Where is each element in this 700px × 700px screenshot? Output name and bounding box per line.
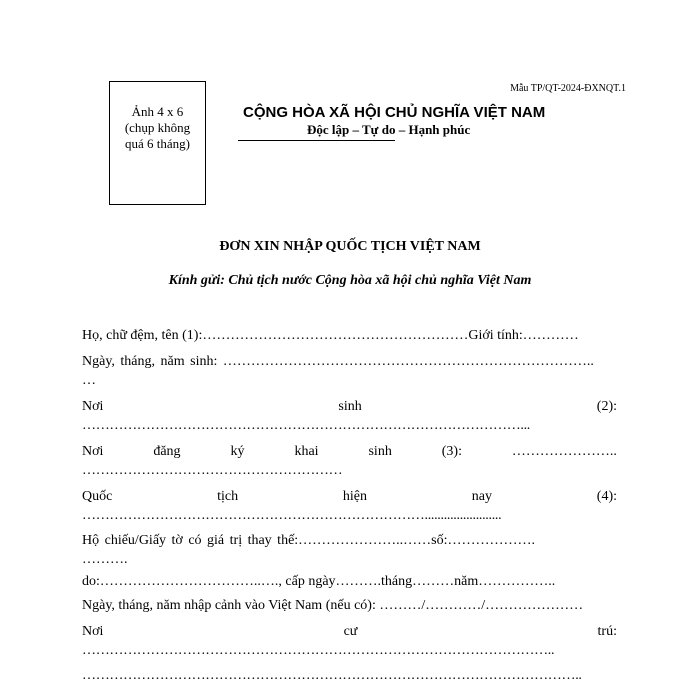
nationality-label [82, 489, 617, 505]
dob-field[interactable]: Ngày, tháng, năm sinh: …………………………………………………………………….. [82, 354, 594, 369]
pob-word-3: (2): [596, 399, 617, 414]
issued-by-field[interactable]: do:……………………………..…., cấp ngày……….tháng………năm…………….. [82, 574, 556, 589]
place-of-birth-input[interactable]: ……………………………………………………………………………………... [82, 418, 531, 433]
nat-word-3: hiện [342, 489, 367, 504]
motto-underline [238, 140, 395, 141]
reg-word-2: đăng [153, 444, 181, 459]
res-word-3: trú: [597, 624, 617, 639]
pob-word-2: sinh [338, 399, 362, 414]
birth-registration-label [82, 444, 617, 460]
nat-word-2: tịch [217, 489, 239, 504]
pob-word-1: Nơi [82, 399, 104, 414]
res-word-2: cư [343, 624, 358, 639]
nat-word-4: nay [471, 489, 492, 504]
photo-size-label: Ảnh 4 x 6 [131, 104, 184, 119]
nation-heading: CỘNG HÒA XÃ HỘI CHỦ NGHĨA VIỆT NAM [243, 104, 546, 121]
passport-field[interactable]: Hộ chiếu/Giấy tờ có giá trị thay thế:…………………..……số:………………. [82, 533, 536, 548]
reg-word-7[interactable]: ………………….. [511, 444, 617, 459]
document-title: ĐƠN XIN NHẬP QUỐC TỊCH VIỆT NAM [219, 239, 481, 254]
place-of-birth-label [82, 399, 617, 415]
reg-word-5: sinh [368, 444, 392, 459]
nationality-input[interactable]: …………………………………………………………………........................ [82, 508, 502, 523]
res-word-1: Nơi [82, 624, 104, 639]
residence-input-2[interactable]: ……………………………………………………………………………………………….. [82, 668, 582, 683]
dob-field-continuation[interactable]: … [82, 373, 96, 388]
passport-field-continuation[interactable]: ………. [82, 552, 128, 567]
reg-word-3: ký [230, 444, 245, 459]
residence-label [82, 624, 617, 640]
reg-word-6: (3): [441, 444, 462, 459]
form-code: Mẫu TP/QT-2024-ĐXNQT.1 [510, 83, 626, 94]
national-motto: Độc lập – Tự do – Hạnh phúc [307, 122, 471, 137]
name-gender-field[interactable]: Họ, chữ đệm, tên (1):…………………………………………………Giới tính:………… [82, 328, 579, 343]
photo-note-line-1: (chụp không [124, 120, 191, 135]
reg-word-4: khai [294, 444, 319, 459]
residence-input[interactable]: ………………………………………………………………………………………….. [82, 643, 555, 658]
photo-note-line-2: quá 6 tháng) [125, 136, 190, 151]
photo-placeholder-box [109, 81, 206, 205]
entry-date-field[interactable]: Ngày, tháng, năm nhập cảnh vào Việt Nam (nếu có): ………/…………/………………… [82, 598, 584, 613]
reg-word-1: Nơi [82, 444, 104, 459]
birth-registration-input[interactable]: ………………………………………………… [82, 463, 343, 478]
nat-word-5: (4): [596, 489, 617, 504]
nat-word-1: Quốc [82, 489, 113, 504]
recipient-line: Kính gửi: Chủ tịch nước Cộng hòa xã hội chủ nghĩa Việt Nam [168, 273, 532, 288]
